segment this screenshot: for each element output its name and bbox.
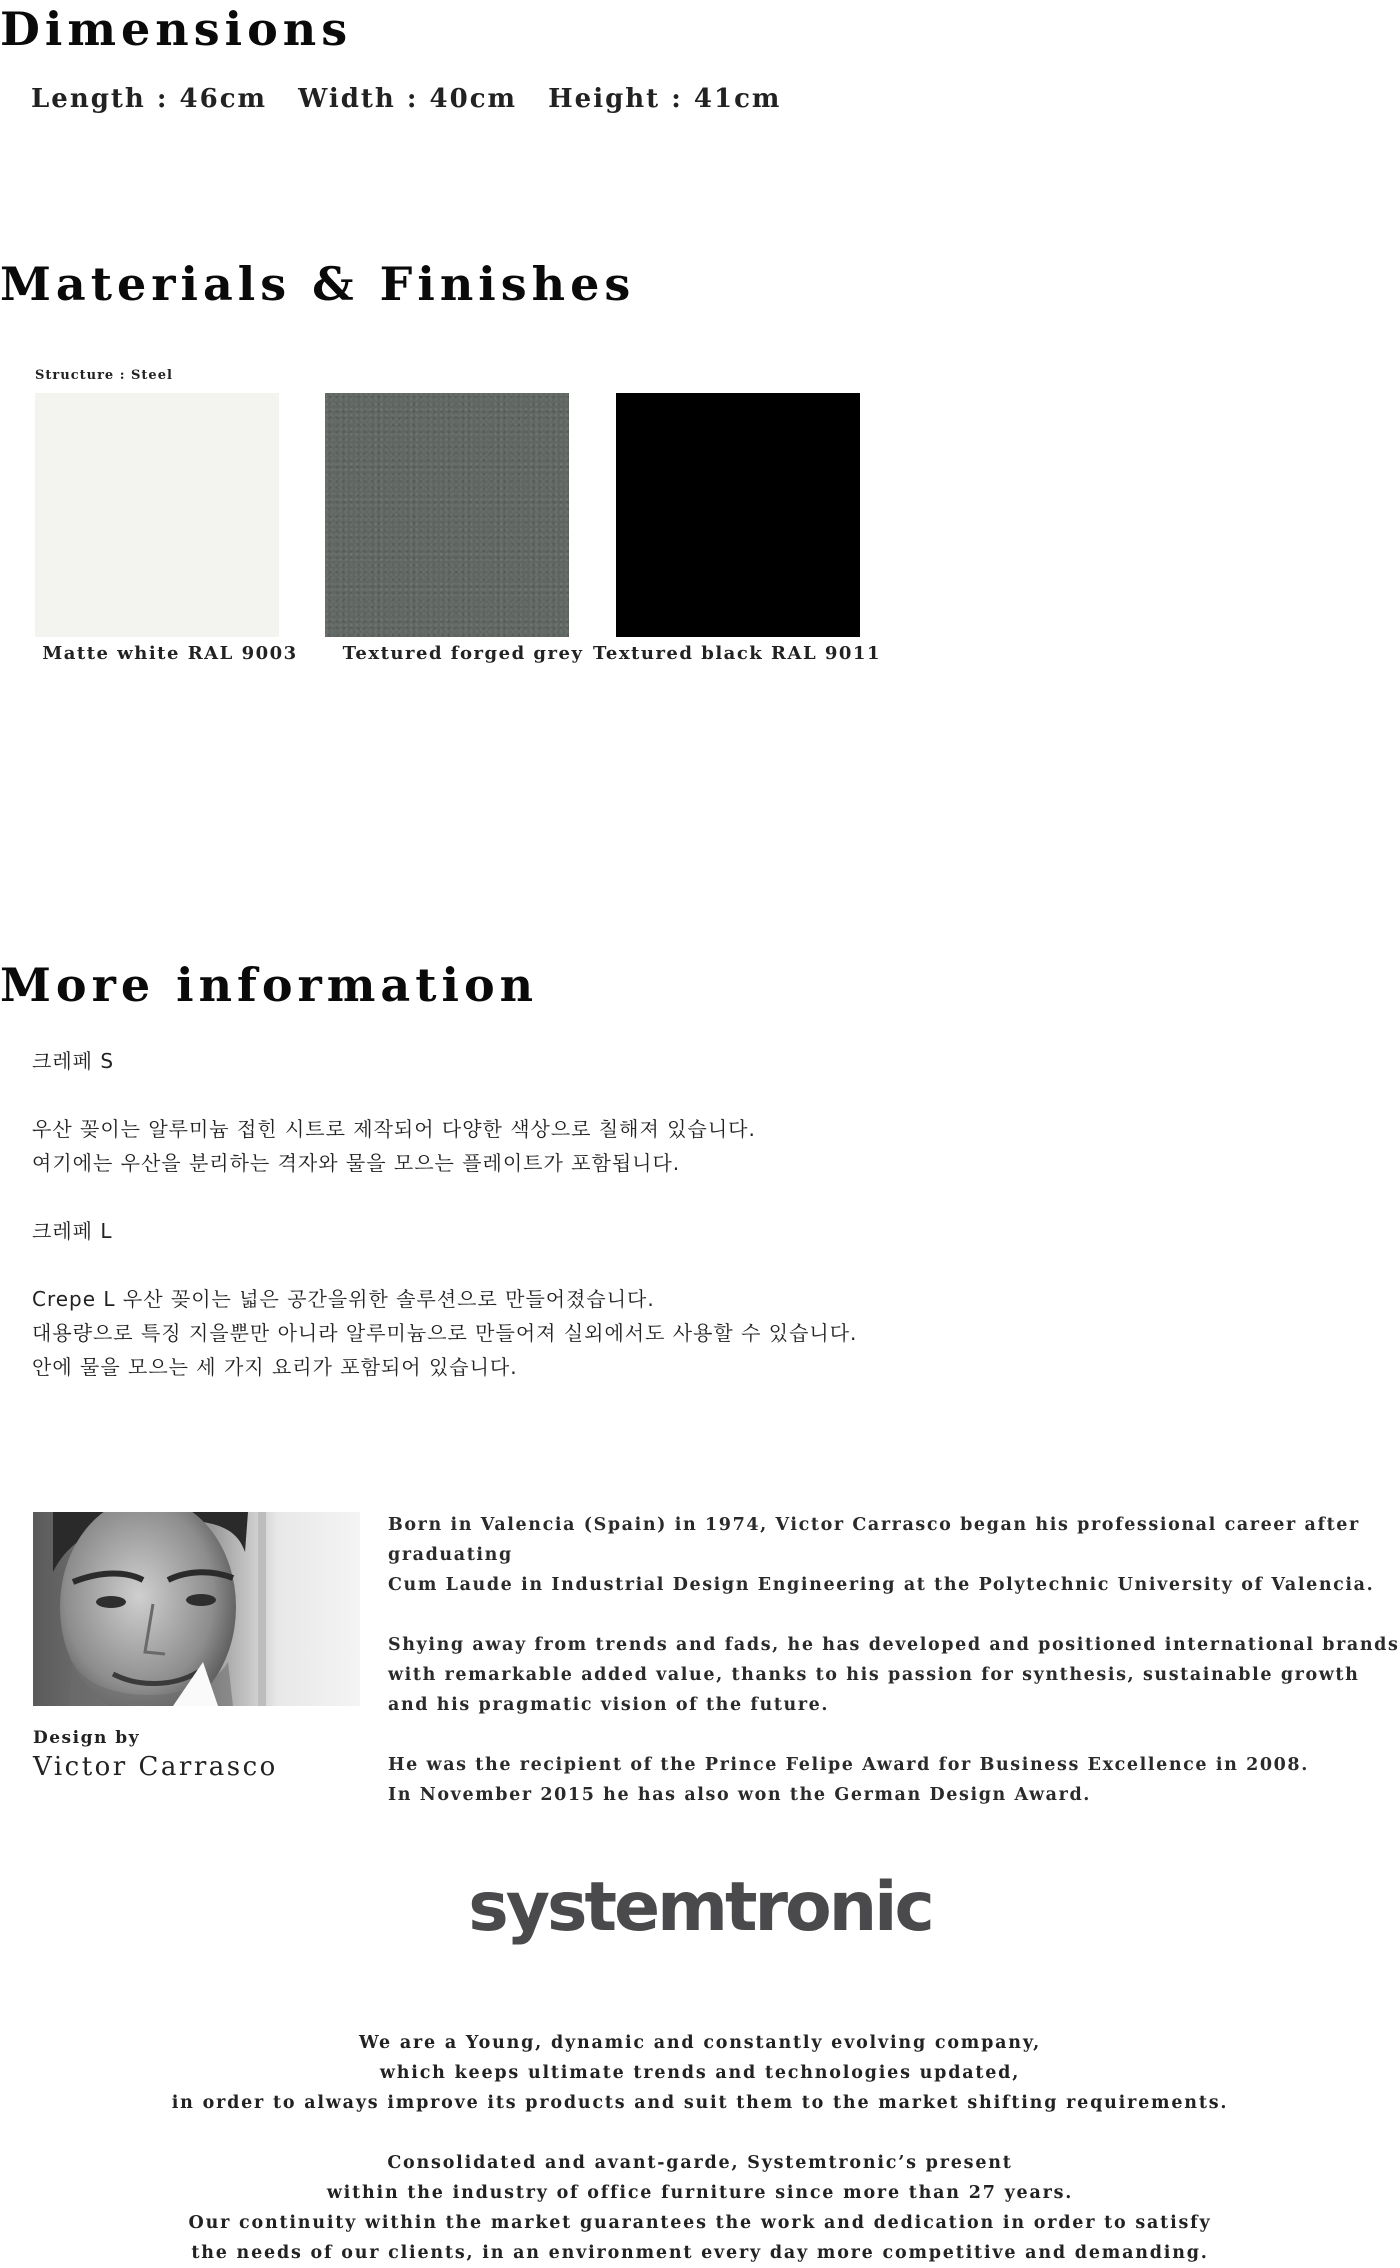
company-line: Our continuity within the market guarantees the work and dedication in order to satisfy bbox=[188, 2213, 1212, 2233]
company-line: which keeps ultimate trends and technologies updated, bbox=[379, 2063, 1021, 2083]
bio-line: Shying away from trends and fads, he has developed and positioned international brands bbox=[388, 1635, 1400, 1655]
bio-line: and his pragmatic vision of the future. bbox=[388, 1695, 830, 1715]
bio-line: He was the recipient of the Prince Felipe Award for Business Excellence in 2008. bbox=[388, 1755, 1309, 1775]
crepe-l-line-1: Crepe L 우산 꽂이는 넓은 공간을위한 솔루션으로 만들어졌습니다. bbox=[32, 1287, 655, 1311]
dimensions-values bbox=[31, 84, 801, 114]
crepe-s-title: 크레페 S bbox=[32, 1049, 115, 1073]
swatch-label-white: Matte white RAL 9003 bbox=[42, 643, 298, 664]
designer-bio bbox=[388, 1510, 1400, 1810]
swatch-label-black: Textured black RAL 9011 bbox=[593, 643, 881, 664]
bio-line: with remarkable added value, thanks to his passion for synthesis, sustainable growth bbox=[388, 1665, 1360, 1685]
crepe-s-line-2: 여기에는 우산을 분리하는 격자와 물을 모으는 플레이트가 포함됩니다. bbox=[32, 1151, 681, 1175]
dimensions-heading: Dimensions bbox=[0, 2, 353, 56]
company-line: Consolidated and avant-garde, Systemtronic’s present bbox=[387, 2153, 1013, 2173]
structure-label: Structure : Steel bbox=[35, 368, 173, 383]
systemtronic-logo: systemtronic bbox=[468, 1868, 932, 1947]
length-value: Length : 46cm bbox=[31, 84, 268, 114]
company-line: We are a Young, dynamic and constantly evolving company, bbox=[358, 2033, 1042, 2053]
company-line: within the industry of office furniture since more than 27 years. bbox=[326, 2183, 1074, 2203]
crepe-l-title: 크레페 L bbox=[32, 1219, 113, 1243]
crepe-l-line-2: 대용량으로 특징 지을뿐만 아니라 알루미늄으로 만들어져 실외에서도 사용할 수 있습니다. bbox=[32, 1321, 858, 1345]
bio-line: Born in Valencia (Spain) in 1974, Victor Carrasco began his professional career after graduating bbox=[388, 1515, 1360, 1565]
bio-line: In November 2015 he has also won the German Design Award. bbox=[388, 1785, 1091, 1805]
swatch-matte-white bbox=[35, 393, 279, 637]
swatch-textured-black bbox=[616, 393, 860, 637]
crepe-l-line-3: 안에 물을 모으는 세 가지 요리가 포함되어 있습니다. bbox=[32, 1355, 518, 1379]
crepe-s-line-1: 우산 꽂이는 알루미늄 접힌 시트로 제작되어 다양한 색상으로 칠해져 있습니다. bbox=[32, 1117, 756, 1141]
designer-name: Victor Carrasco bbox=[33, 1752, 278, 1782]
designer-portrait bbox=[33, 1512, 360, 1706]
bio-line: Cum Laude in Industrial Design Engineering at the Polytechnic University of Valencia. bbox=[388, 1575, 1375, 1595]
company-line: the needs of our clients, in an environment every day more competitive and demanding. bbox=[191, 2243, 1209, 2263]
height-value: Height : 41cm bbox=[548, 84, 782, 114]
swatch-forged-grey bbox=[325, 393, 569, 637]
company-description bbox=[0, 2028, 1400, 2268]
swatch-label-grey: Textured forged grey bbox=[342, 643, 584, 664]
width-value: Width : 40cm bbox=[298, 84, 518, 114]
more-info-heading: More information bbox=[0, 958, 539, 1012]
design-by-label: Design by bbox=[33, 1728, 141, 1748]
materials-heading: Materials & Finishes bbox=[0, 257, 636, 311]
company-line: in order to always improve its products and suit them to the market shifting requirements. bbox=[171, 2093, 1229, 2113]
